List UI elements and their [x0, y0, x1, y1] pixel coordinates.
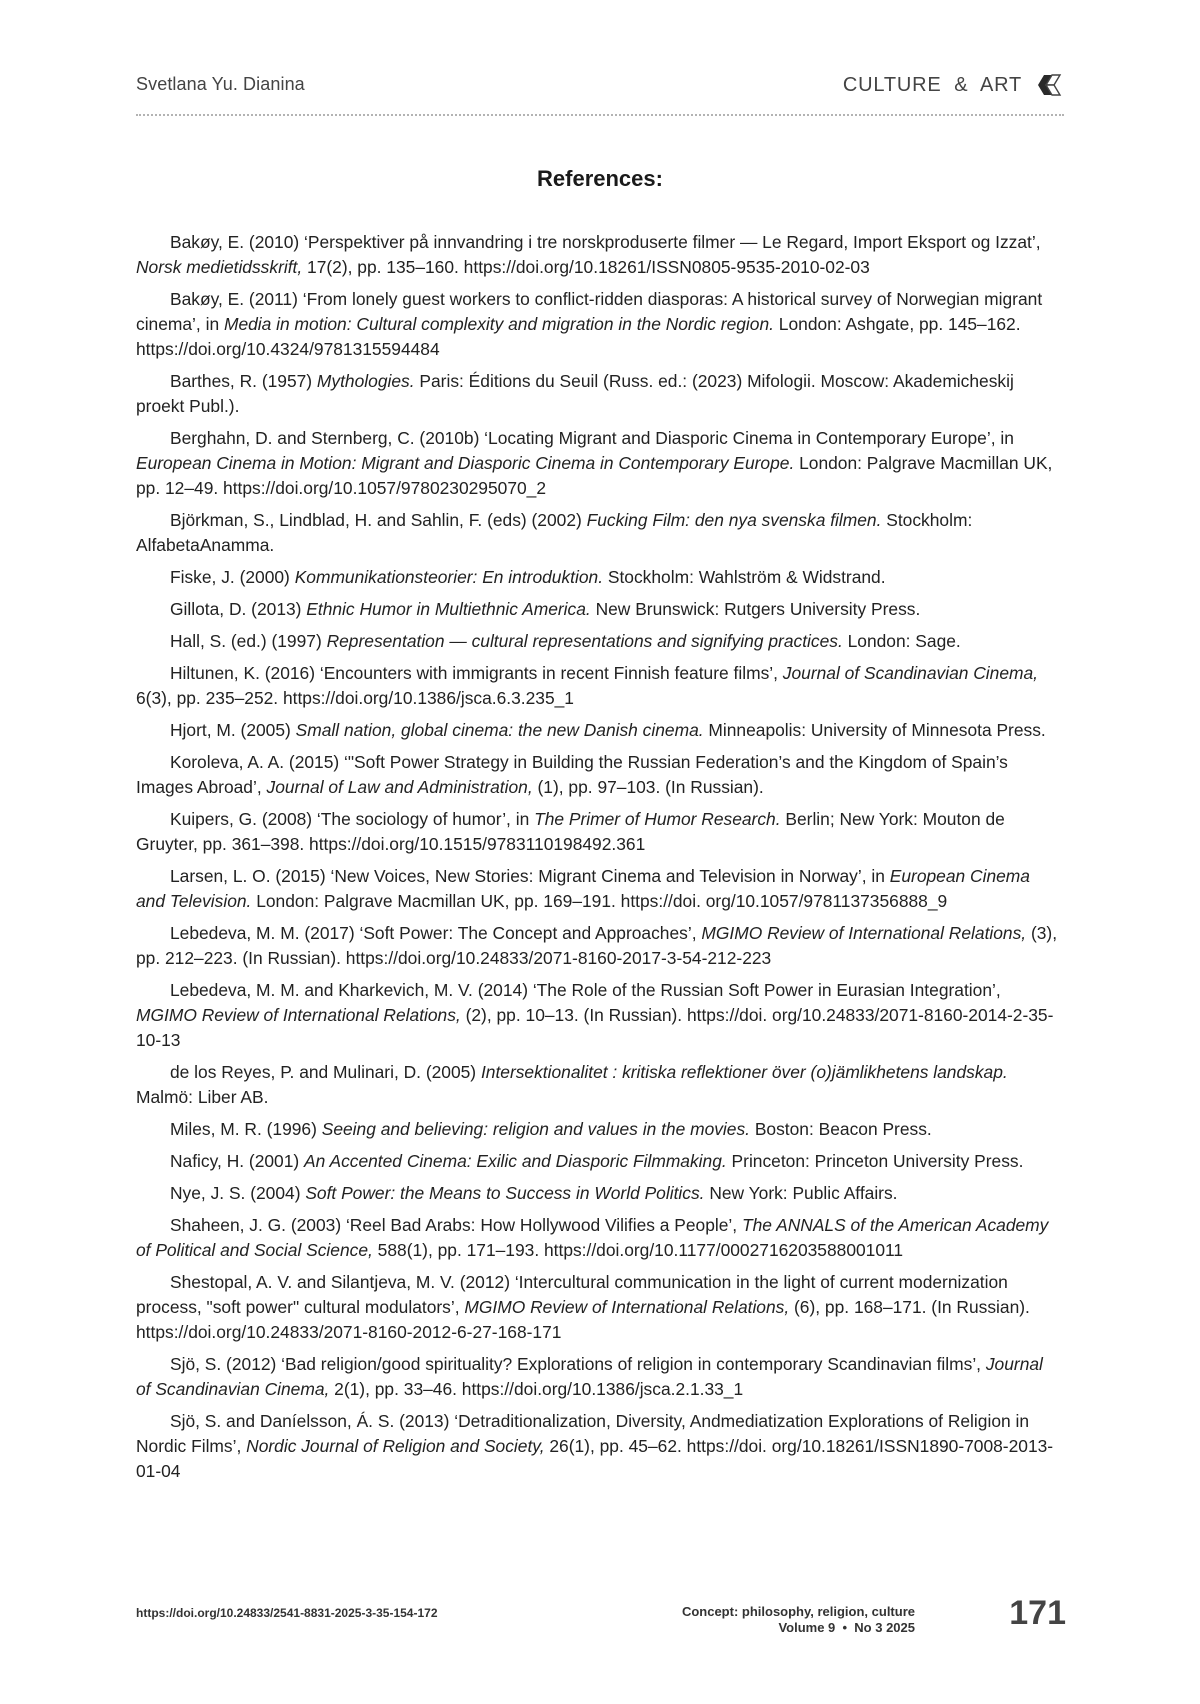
reference-entry — [136, 369, 1062, 419]
page-number: 171 — [1009, 1594, 1066, 1632]
reference-entry — [136, 864, 1062, 914]
reference-text: (2), pp. 10–13. (In Russian). https://doi. org/10.24833/2071-8160-2014-2-35-10-13 — [136, 1005, 1054, 1050]
reference-title: Journal of Law and Administration, — [266, 777, 533, 797]
reference-text: (3), pp. 212–223. (In Russian). https://doi.org/10.24833/2071-8160-2017-3-54-212-223 — [136, 923, 1058, 968]
references-heading: References: — [537, 166, 663, 191]
reference-title: Intersektionalitet : kritiska reflektioner över (o)jämlikhetens landskap. — [480, 1062, 1008, 1082]
reference-text: Sjö, S. and Daníelsson, Á. S. (2013) ‘Detraditionalization, Diversity, Andmediatization Explorations of Religion in Nordic Films’, — [136, 1411, 1030, 1456]
reference-entry — [136, 1117, 1062, 1142]
reference-entry — [136, 750, 1062, 800]
reference-entry — [136, 1213, 1062, 1263]
reference-entry — [136, 807, 1062, 857]
reference-title: The Primer of Humor Research. — [534, 809, 781, 829]
reference-text: Hiltunen, K. (2016) ‘Encounters with immigrants in recent Finnish feature films’, — [170, 663, 783, 683]
reference-entry — [136, 629, 1062, 654]
reference-title: Ethnic Humor in Multiethnic America. — [306, 599, 591, 619]
reference-title: Representation — cultural representations and signifying practices. — [326, 631, 843, 651]
reference-text: 6(3), pp. 235–252. https://doi.org/10.1386/jsca.6.3.235_1 — [136, 688, 574, 708]
reference-entry — [136, 1149, 1062, 1174]
reference-text: Larsen, L. O. (2015) ‘New Voices, New Stories: Migrant Cinema and Television in Norway’, in — [170, 866, 890, 886]
reference-text: Lebedeva, M. M. (2017) ‘Soft Power: The Concept and Approaches’, — [170, 923, 702, 943]
reference-title: An Accented Cinema: Exilic and Diasporic Filmmaking. — [304, 1151, 727, 1171]
reference-text: Fiske, J. (2000) — [170, 567, 295, 587]
reference-text: Minneapolis: University of Minnesota Press. — [703, 720, 1046, 740]
reference-entry — [136, 1352, 1062, 1402]
reference-text: London: Palgrave Macmillan UK, pp. 169–191. https://doi. org/10.1057/9781137356888_9 — [251, 891, 948, 911]
reference-text: 2(1), pp. 33–46. https://doi.org/10.1386/jsca.2.1.33_1 — [329, 1379, 744, 1399]
reference-text: Boston: Beacon Press. — [750, 1119, 932, 1139]
reference-title: Nordic Journal of Religion and Society, — [246, 1436, 545, 1456]
reference-title: MGIMO Review of International Relations, — [701, 923, 1027, 943]
reference-text: Bakøy, E. (2010) ‘Perspektiver på innvandring i tre norskproduserte filmer — Le Regard, Import Eksport og Izzat’, — [170, 232, 1041, 252]
reference-text: Barthes, R. (1957) — [170, 371, 317, 391]
reference-text: New Brunswick: Rutgers University Press. — [590, 599, 921, 619]
reference-text: Berghahn, D. and Sternberg, C. (2010b) ‘Locating Migrant and Diasporic Cinema in Contemporary Europe’, in — [170, 428, 1014, 448]
reference-text: Lebedeva, M. M. and Kharkevich, M. V. (2014) ‘The Role of the Russian Soft Power in Eurasian Integration’, — [170, 980, 1001, 1000]
reference-entry — [136, 565, 1062, 590]
reference-entry — [136, 426, 1062, 501]
reference-text: Hjort, M. (2005) — [170, 720, 296, 740]
running-head-author: Svetlana Yu. Dianina — [136, 74, 305, 94]
footer-journal-name: Concept: philosophy, religion, culture — [681, 1604, 915, 1619]
reference-text: Miles, M. R. (1996) — [170, 1119, 322, 1139]
reference-text: Nye, J. S. (2004) — [170, 1183, 306, 1203]
reference-text: Paris: Éditions du Seuil (Russ. ed.: (2023) Mifologii. Moscow: Akademicheskij proekt Publ.). — [136, 371, 1014, 416]
reference-title: Journal of Scandinavian Cinema, — [782, 663, 1039, 683]
reference-text: Björkman, S., Lindblad, H. and Sahlin, F. (eds) (2002) — [170, 510, 587, 530]
reference-entry — [136, 508, 1062, 558]
reference-entry — [136, 1270, 1062, 1345]
reference-title: Journal of Scandinavian Cinema, — [136, 1354, 1043, 1399]
reference-title: MGIMO Review of International Relations, — [464, 1297, 790, 1317]
reference-text: Berlin; New York: Mouton de Gruyter, pp. 361–398. https://doi.org/10.1515/9783110198492.361 — [136, 809, 1005, 854]
footer-journal-info — [682, 1604, 915, 1636]
running-head — [136, 74, 1064, 116]
reference-entry — [136, 597, 1062, 622]
reference-text: Bakøy, E. (2011) ‘From lonely guest workers to conflict-ridden diasporas: A historical survey of Norwegian migrant cinema’, in — [136, 289, 1043, 334]
reference-title: Media in motion: Cultural complexity and migration in the Nordic region. — [223, 314, 774, 334]
reference-text: de los Reyes, P. and Mulinari, D. (2005) — [170, 1062, 481, 1082]
diamond-mark-icon — [1030, 72, 1064, 98]
reference-text: Sjö, S. (2012) ‘Bad religion/good spirituality? Explorations of religion in contemporary Scandinavian films’, — [170, 1354, 986, 1374]
reference-title: The ANNALS of the American Academy of Political and Social Science, — [136, 1215, 1049, 1260]
reference-entry — [136, 287, 1062, 362]
journal-section-label — [843, 72, 1064, 98]
reference-title: Fucking Film: den nya svenska filmen. — [586, 510, 882, 530]
reference-text: Malmö: Liber AB. — [136, 1087, 269, 1107]
reference-text: 17(2), pp. 135–160. https://doi.org/10.18261/ISSN0805-9535-2010-02-03 — [302, 257, 870, 277]
footer-doi[interactable]: https://doi.org/10.24833/2541-8831-2025-3-35-154-172 — [136, 1606, 438, 1620]
reference-text: Gillota, D. (2013) — [170, 599, 307, 619]
reference-title: Small nation, global cinema: the new Danish cinema. — [295, 720, 704, 740]
reference-title: Norsk medietidsskrift, — [136, 257, 303, 277]
reference-entry — [136, 921, 1062, 971]
reference-title: Mythologies. — [316, 371, 415, 391]
reference-entry — [136, 978, 1062, 1053]
reference-entry — [136, 661, 1062, 711]
reference-entry — [136, 1181, 1062, 1206]
reference-text: Stockholm: Wahlström & Widstrand. — [603, 567, 886, 587]
reference-text: (6), pp. 168–171. (In Russian). https://doi.org/10.24833/2071-8160-2012-6-27-168-171 — [136, 1297, 1030, 1342]
reference-text: London: Ashgate, pp. 145–162. https://doi.org/10.4324/9781315594484 — [136, 314, 1021, 359]
footer-volume-issue: Volume 9 • No 3 2025 — [778, 1620, 915, 1635]
reference-text: London: Sage. — [842, 631, 961, 651]
reference-text: Koroleva, A. A. (2015) ‘"Soft Power Strategy in Building the Russian Federation’s and the Kingdom of Spain’s Images Abroad’, — [136, 752, 1008, 797]
reference-list — [136, 230, 1062, 1491]
reference-text: Stockholm: AlfabetaAnamma. — [136, 510, 973, 555]
reference-entry — [136, 1060, 1062, 1110]
reference-title: Seeing and believing: religion and values in the movies. — [321, 1119, 750, 1139]
reference-title: MGIMO Review of International Relations, — [136, 1005, 461, 1025]
section-label-text: CULTURE & ART — [842, 73, 1022, 96]
reference-text: Princeton: Princeton University Press. — [726, 1151, 1024, 1171]
reference-text: 588(1), pp. 171–193. https://doi.org/10.1177/000271620358800​1011 — [372, 1240, 904, 1260]
reference-text: Naficy, H. (2001) — [170, 1151, 305, 1171]
reference-text: Kuipers, G. (2008) ‘The sociology of humor’, in — [170, 809, 535, 829]
reference-text: (1), pp. 97–103. (In Russian). — [532, 777, 764, 797]
reference-entry — [136, 718, 1062, 743]
reference-entry — [136, 1409, 1062, 1484]
reference-text: Hall, S. (ed.) (1997) — [170, 631, 327, 651]
reference-text: Shestopal, A. V. and Silantjeva, M. V. (2012) ‘Intercultural communication in the light of current modernization process, "soft power" cultural modulators’, — [136, 1272, 1008, 1317]
reference-text: London: Palgrave Macmillan UK, pp. 12–49. https://doi.org/10.1057/9780230295070_2 — [136, 453, 1053, 498]
reference-text: 26(1), pp. 45–62. https://doi. org/10.18261/ISSN1890-7008-2013-01-04 — [136, 1436, 1054, 1481]
reference-text: New York: Public Affairs. — [704, 1183, 898, 1203]
reference-text: Shaheen, J. G. (2003) ‘Reel Bad Arabs: How Hollywood Vilifies a People’, — [170, 1215, 742, 1235]
reference-title: European Cinema in Motion: Migrant and Diasporic Cinema in Contemporary Europe. — [136, 453, 795, 473]
reference-title: Soft Power: the Means to Success in World Politics. — [305, 1183, 705, 1203]
reference-entry — [136, 230, 1062, 280]
reference-title: Kommunikationsteorier: En introduktion. — [294, 567, 604, 587]
reference-title: European Cinema and Television. — [136, 866, 1030, 911]
